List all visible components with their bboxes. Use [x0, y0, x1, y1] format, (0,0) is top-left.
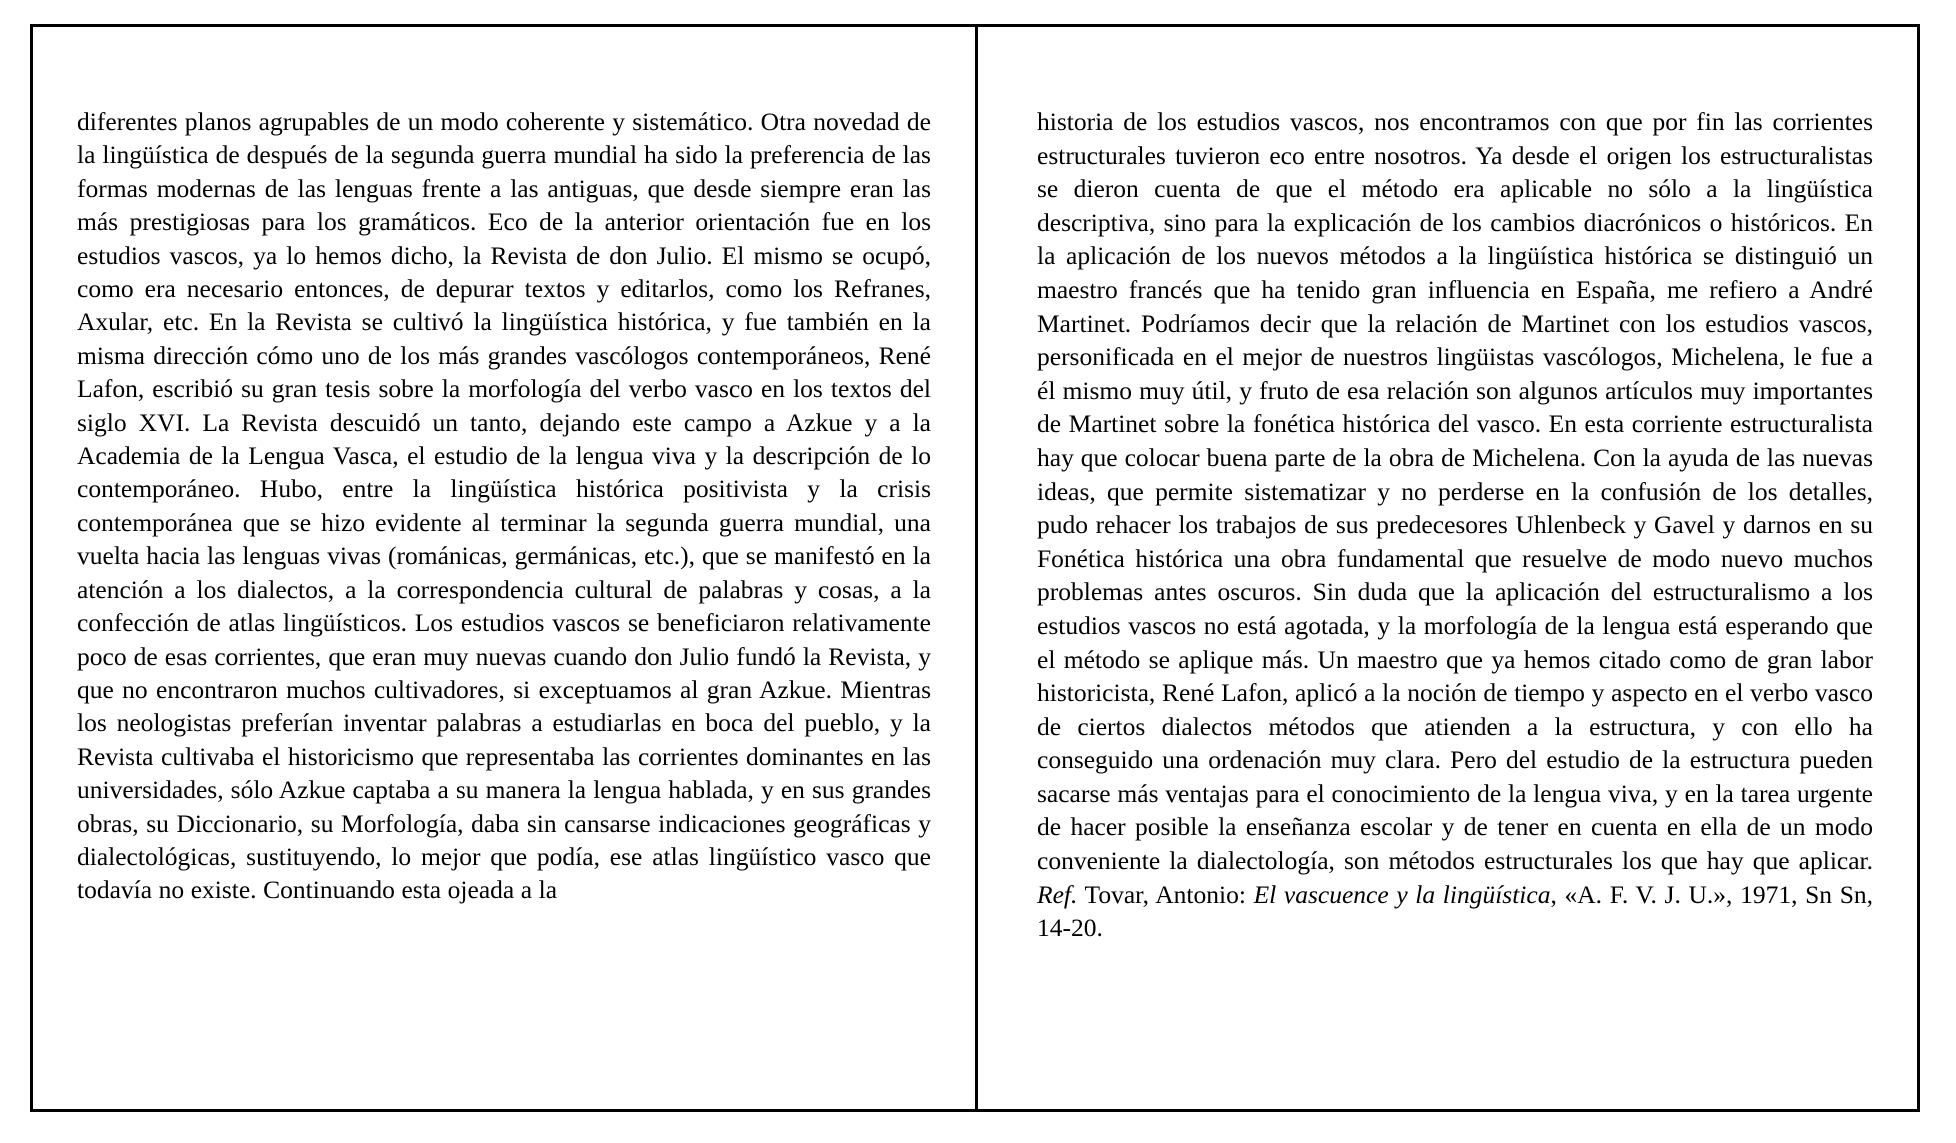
right-column-body: historia de los estudios vascos, nos encontramos con que por fin las corrientes estructurales tuvieron eco entre nosotros. Ya desde el origen los estructuralistas se dieron cuenta de que el método era aplicable no sólo a la lingüística descriptiva, sino para la explicación de los cambios diacrónicos o históricos. En la aplicación de los nuevos métodos a la lingüística histórica se distinguió un maestro francés que ha tenido gran influencia en España, me refiero a André Martinet. Podríamos decir que la relación de Martinet con los estudios vascos, personificada en el mejor de nuestros lingüistas vascólogos, Michelena, le fue a él mismo muy útil, y fruto de esa relación son algunos artículos muy importantes de Martinet sobre la fonética histórica del vasco. En esta corriente estructuralista hay que colocar buena parte de la obra de Michelena. Con la ayuda de las nuevas ideas, que permite sistematizar y no perderse en la confusión de los detalles, pudo rehacer los trabajos de sus predecesores Uhlenbeck y Gavel y darnos en su Fonética histórica una obra fundamental que resuelve de modo nuevo muchos problemas antes oscuros. Sin duda que la aplicación del estructuralismo a los estudios vascos no está agotada, y la morfología de la lengua está esperando que el método se aplique más. Un maestro que ya hemos citado como de gran labor historicista, René Lafon, aplicó a la noción de tiempo y aspecto en el verbo vasco de ciertos dialectos métodos que atienden a la estructura, y con ello ha conseguido una ordenación muy clara. Pero del estudio de la estructura pueden sacarse más ventajas para el conocimiento de la lengua viva, y en la tarea urgente de hacer posible la enseñanza escolar y de tener en cuenta en ella de un modo conveniente la dialectología, son métodos estructurales los que hay que aplicar.	[1037, 107, 1873, 876]
left-column-paragraph: diferentes planos agrupables de un modo coherente y sistemático. Otra novedad de la lingüística de después de la segunda guerra mundial ha sido la preferencia de las formas modernas de las lenguas frente a las antiguas, que desde siempre eran las más prestigiosas para los gramáticos. Eco de la anterior orientación fue en los estudios vascos, ya lo hemos dicho, la Revista de don Julio. El mismo se ocupó, como era necesario entonces, de depurar textos y editarlos, como los Refranes, Axular, etc. En la Revista se cultivó la lingüística histórica, y fue también en la misma dirección cómo uno de los más grandes vascólogos contemporáneos, René Lafon, escribió su gran tesis sobre la morfología del verbo vasco en los textos del siglo XVI. La Revista descuidó un tanto, dejando este campo a Azkue y a la Academia de la Lengua Vasca, el estudio de la lengua viva y la descripción de lo contemporáneo. Hubo, entre la lingüística histórica positivista y la crisis contemporánea que se hizo evidente al terminar la segunda guerra mundial, una vuelta hacia las lenguas vivas (románicas, germánicas, etc.), que se manifestó en la atención a los dialectos, a la correspondencia cultural de palabras y cosas, a la confección de atlas lingüísticos. Los estudios vascos se beneficiaron relativamente poco de esas corrientes, que eran muy nuevas cuando don Julio fundó la Revista, y que no encontraron muchos cultivadores, si exceptuamos al gran Azkue. Mientras los neologistas preferían inventar palabras a estudiarlas en boca del pueblo, y la Revista cultivaba el historicismo que representaba las corrientes dominantes en las universidades, sólo Azkue captaba a su manera la lengua hablada, y en sus grandes obras, su Diccionario, su Morfología, daba sin cansarse indicaciones geográficas y dialectológicas, sustituyendo, lo mejor que podía, ese atlas lingüístico vasco que todavía no existe. Continuando esta ojeada a la	[77, 107, 931, 905]
left-column	[33, 27, 975, 1109]
right-column	[975, 27, 1917, 1109]
reference-author: Tovar, Antonio:	[1077, 879, 1254, 909]
reference-rest: , «A. F. V. J. U.», 1971, Sn Sn, 14-20.	[1037, 879, 1874, 943]
reference-title: El vascuence y la lingüística	[1253, 879, 1551, 909]
right-column-paragraph	[1037, 105, 1873, 945]
two-column-text-area	[33, 27, 1917, 1109]
reference-label: Ref.	[1037, 879, 1078, 909]
